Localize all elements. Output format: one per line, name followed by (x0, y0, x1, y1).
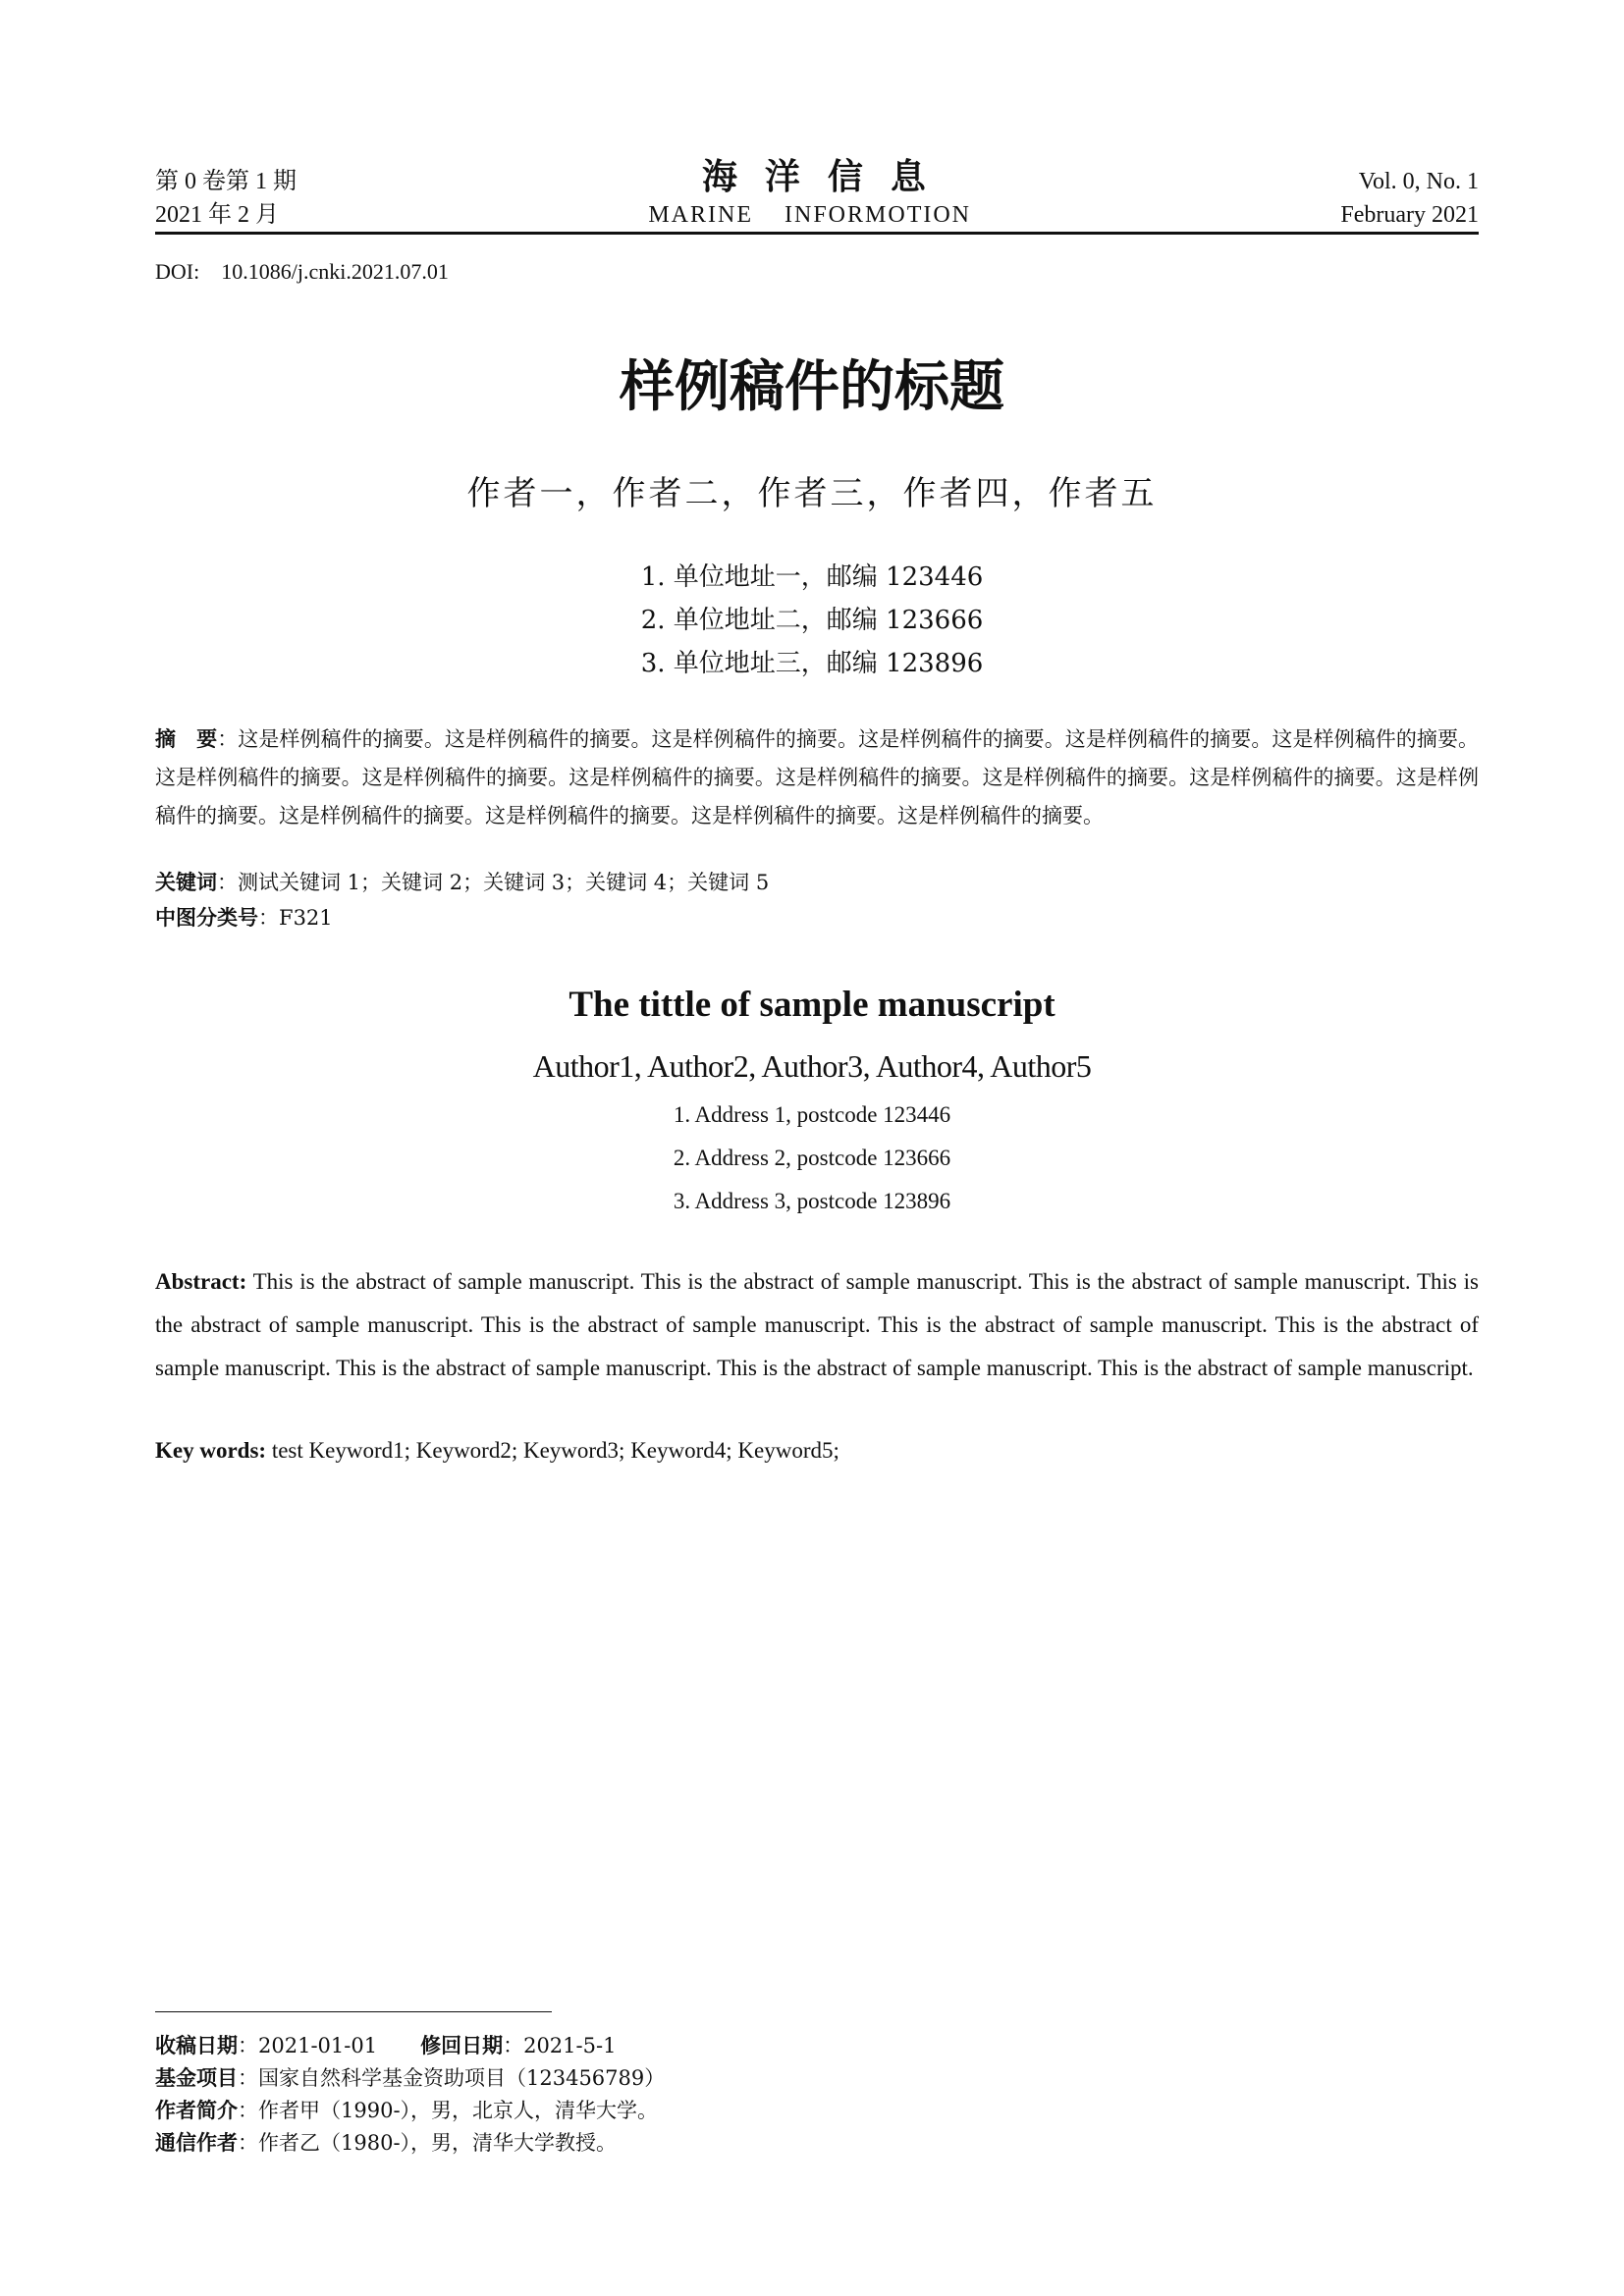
affiliations-en (0, 1094, 1624, 1223)
date-cn: 2021 年 2 月 (155, 202, 279, 228)
corresponding-label: 通信作者 (155, 2131, 238, 2155)
volume-cn: 第 0 卷第 1 期 (155, 169, 297, 194)
footnote-corresponding (155, 2127, 665, 2160)
fund-value: ：国家自然科学基金资助项目（123456789） (238, 2066, 666, 2090)
abstract-cn-text: ：这是样例稿件的摘要。这是样例稿件的摘要。这是样例稿件的摘要。这是样例稿件的摘要。这是样例稿件的摘要。这是样例稿件的摘要。这是样例稿件的摘要。这是样例稿件的摘要。这是样例稿件的摘要。这是样例稿件的摘要。这是样例稿件的摘要。这是样例稿件的摘要。这是样例稿件的摘要。这是样例稿件的摘要。这是样例稿件的摘要。这是样例稿件的摘要。这是样例稿件的摘要。 (155, 727, 1480, 828)
affiliations-cn (0, 556, 1624, 685)
affiliation-cn-2: 2. 单位地址二，邮编 123666 (640, 606, 984, 635)
abstract-en-label: Abstract: (155, 1269, 247, 1294)
footnote-fund (155, 2062, 665, 2095)
revised-label: 修回日期 (420, 2034, 504, 2057)
abstract-en-text: This is the abstract of sample manuscript. This is the abstract of sample manuscript. This is the abstract of sample manuscript. This is the abstract of sample manuscript. This is the abstract of sample manuscript. This is the abstract of sample manuscript. This is the abstract of sample manuscript. This is the abstract of sample manuscript. This is the abstract of sample manuscript. This is the abstract of sample manuscript. (155, 1269, 1479, 1380)
keywords-en (155, 1433, 839, 1468)
keywords-en-text: test Keyword1; Keyword2; Keyword3; Keyword4; Keyword5; (266, 1438, 839, 1463)
corresponding-value: ：作者乙（1980-），男，清华大学教授。 (238, 2131, 618, 2155)
classification-cn-label: 中图分类号 (155, 906, 258, 930)
revised-value: ：2021-5-1 (503, 2034, 617, 2057)
affiliation-en-2: 2. Address 2, postcode 123666 (673, 1146, 951, 1170)
keywords-en-label: Key words: (155, 1438, 267, 1463)
received-label: 收稿日期 (155, 2034, 238, 2057)
classification-cn (155, 901, 333, 934)
abstract-cn-label: 摘 要 (155, 727, 218, 751)
keywords-cn (155, 866, 769, 899)
authors-cn: 作者一，作者二，作者三，作者四，作者五 (466, 474, 1158, 513)
footnotes (155, 2030, 665, 2160)
author-value: ：作者甲（1990-），男，北京人，清华大学。 (238, 2099, 659, 2122)
abstract-en (155, 1260, 1479, 1390)
doi: DOI: 10.1086/j.cnki.2021.07.01 (155, 259, 449, 284)
keywords-cn-text: ：测试关键词 1；关键词 2；关键词 3；关键词 4；关键词 5 (217, 871, 770, 894)
footnote-dates (155, 2030, 665, 2062)
journal-title-cn: 海洋信息 (701, 156, 953, 197)
affiliation-en-1: 1. Address 1, postcode 123446 (673, 1102, 951, 1127)
paper-title-cn: 样例稿件的标题 (620, 355, 1004, 419)
classification-cn-text: ：F321 (258, 906, 333, 930)
fund-label: 基金项目 (155, 2066, 238, 2090)
affiliation-en-3: 3. Address 3, postcode 123896 (673, 1189, 951, 1213)
affiliation-cn-3: 3. 单位地址三，邮编 123896 (640, 649, 984, 678)
received-value: ：2021-01-01 (238, 2034, 378, 2057)
abstract-cn (155, 721, 1479, 835)
header-rule (155, 232, 1479, 235)
paper-title-en: The tittle of sample manuscript (568, 985, 1056, 1025)
footnote-rule (155, 2011, 552, 2012)
keywords-cn-label: 关键词 (155, 871, 217, 894)
date-en: February 2021 (1340, 202, 1479, 228)
volume-en: Vol. 0, No. 1 (1358, 169, 1479, 194)
journal-title-en: MARINE INFORMOTION (648, 202, 972, 228)
footnote-author (155, 2095, 665, 2127)
header-row-top (155, 149, 1479, 199)
affiliation-cn-1: 1. 单位地址一，邮编 123446 (640, 562, 984, 592)
header-row-bottom (155, 194, 1479, 229)
authors-en: Author1, Author2, Author3, Author4, Author5 (532, 1048, 1092, 1084)
author-label: 作者简介 (155, 2099, 238, 2122)
